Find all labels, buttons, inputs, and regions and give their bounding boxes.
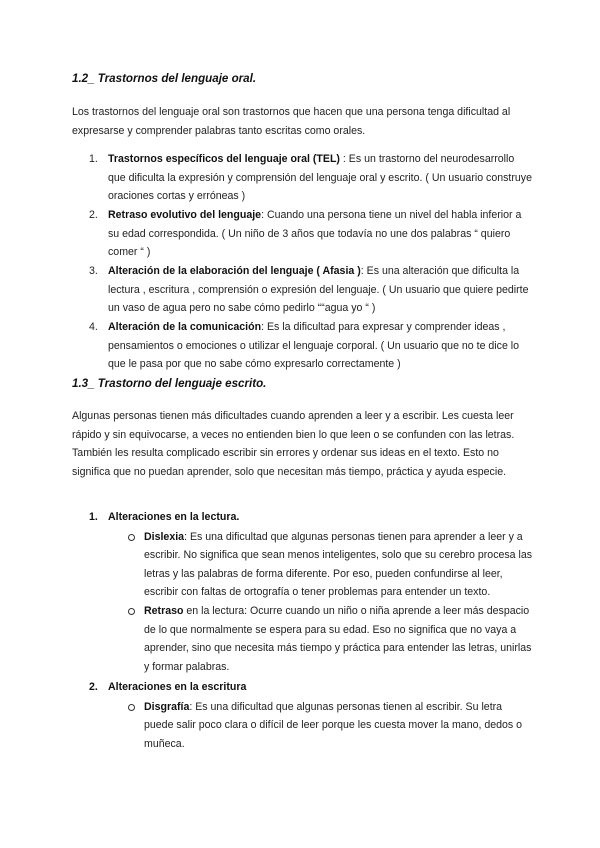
list-number: 1. xyxy=(89,511,98,523)
circle-bullet-icon xyxy=(128,534,135,541)
oral-disorders-list xyxy=(72,150,534,374)
item-text: : Es una dificultad que algunas personas tienen al escribir. Su letra puede salir poco clara o difícil de leer porque les cuesta mover la mano, dedos o muñeca. xyxy=(144,700,523,750)
item-term: Alteración de la elaboración del lenguaje ( Afasia ) xyxy=(108,265,361,277)
item-text: : Es un trastorno del neurodesarrollo que dificulta la expresión y comprensión del lenguaje oral y escrito. ( Un usuario construye oraciones cortas y erróneas ) xyxy=(108,153,532,202)
group-title: Alteraciones en la escritura xyxy=(108,681,247,693)
item-text: : Cuando una persona tiene un nivel del habla inferior a su edad correspondida. ( Un niño de 3 años que todavía no une dos palabras “ quiero comer “ ) xyxy=(108,209,522,258)
item-term: Alteración de la comunicación xyxy=(108,321,262,333)
item-term: Trastornos específicos del lenguaje oral (TEL) xyxy=(108,153,340,165)
group-title: Alteraciones en la lectura. xyxy=(108,511,240,523)
section-heading-1-3: 1.3_ Trastorno del lenguaje escrito. xyxy=(72,377,267,390)
group-item-writing xyxy=(72,678,534,753)
item-term: Retraso xyxy=(144,605,184,617)
item-text: : Es una dificultad que algunas personas tienen para aprender a leer y a escribir. No significa que sean menos inteligentes, solo que su cerebro procesa las letras y las palabras de forma diferente. Por eso, pueden confundirse al leer, escribir con faltas de ortografía o tener problemas para entender un texto. xyxy=(144,530,533,598)
item-term: Retraso evolutivo del lenguaje xyxy=(108,209,262,221)
list-item xyxy=(72,262,534,318)
group-item-reading xyxy=(72,508,534,676)
section-1-2-intro: Los trastornos del lenguaje oral son trastornos que hacen que una persona tenga dificultad al expresarse y comprender palabras tanto escritas como orales. xyxy=(72,106,511,137)
circle-bullet-icon xyxy=(128,704,135,711)
item-text: : Es la dificultad para expresar y comprender ideas , pensamientos o emociones o utilizar el lenguaje corporal. ( Un usuario que no te dice lo que le pasa por que no sabe cómo expresarlo correctamente ) xyxy=(108,321,520,370)
sub-list-item xyxy=(108,698,534,754)
item-text: en la lectura: Ocurre cuando un niño o niña aprende a leer más despacio de lo que normalmente se espera para su edad. Eso no significa que no vaya a aprender, sino que necesita más tiempo y práctica para entender las letras, unirlas y formar palabras. xyxy=(144,605,532,673)
section-1-3-intro: Algunas personas tienen más dificultades cuando aprenden a leer y a escribir. Les cuesta leer rápido y sin equivocarse, a veces no entienden bien lo que leen o se confunden con las letras. También les resulta complicado escribir sin errores y ordenar sus ideas en el texto. Esto no significa que no puedan aprender, solo que necesitan más tiempo, práctica y ayuda especie. xyxy=(72,410,515,478)
list-number: 1. xyxy=(89,153,98,165)
list-number: 3. xyxy=(89,265,98,277)
written-disorders-list xyxy=(72,508,534,755)
list-item xyxy=(72,318,534,374)
list-item xyxy=(72,206,534,262)
item-term: Disgrafía xyxy=(144,700,190,713)
item-term: Dislexia xyxy=(144,530,185,543)
list-number: 2. xyxy=(89,681,98,693)
item-text: : Es una alteración que dificulta la lectura , escritura , comprensión o expresión del lenguaje. ( Un usuario que quiere pedirte un vaso de agua pero no sabe cómo pedirlo ““agua yo “ ) xyxy=(108,265,529,314)
sub-list-item xyxy=(108,528,534,602)
sub-list xyxy=(108,698,534,754)
list-number: 2. xyxy=(89,209,98,221)
section-heading-1-2: 1.2_ Trastornos del lenguaje oral. xyxy=(72,72,257,85)
list-item xyxy=(72,150,534,206)
sub-list-item xyxy=(108,602,534,676)
circle-bullet-icon xyxy=(128,608,135,615)
sub-list xyxy=(108,528,534,677)
list-number: 4. xyxy=(89,321,98,333)
